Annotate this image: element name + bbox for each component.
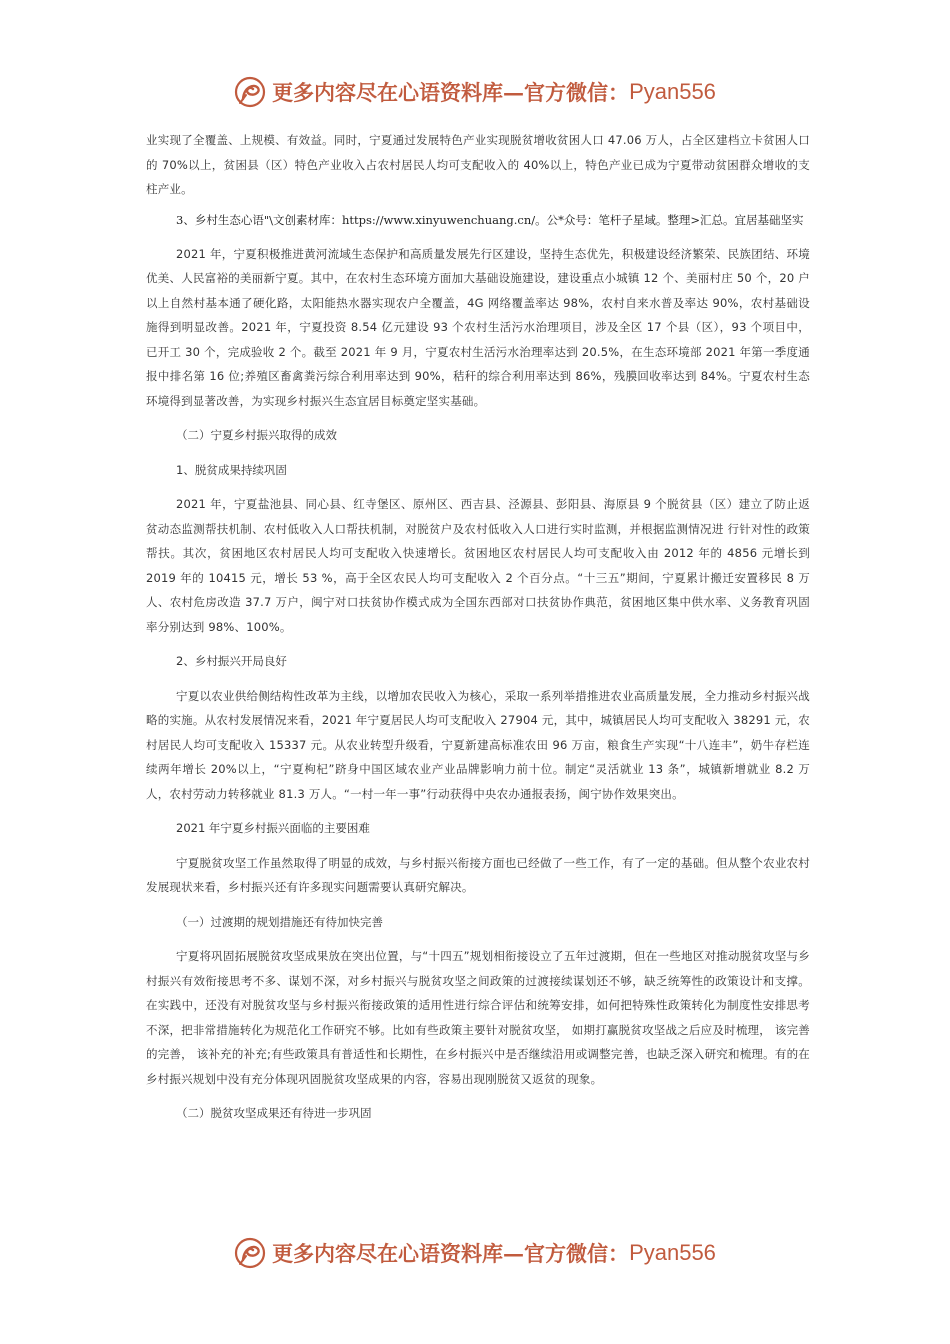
header-watermark-banner — [0, 72, 950, 112]
section-heading: （二）宁夏乡村振兴取得的成效 — [176, 428, 337, 442]
footer-watermark-banner — [0, 1233, 950, 1273]
source-link-line — [146, 212, 810, 228]
banner-text: 更多内容尽在心语资料库—官方微信： — [272, 80, 630, 105]
section-heading: 2021 年宁夏乡村振兴面临的主要困难 — [176, 821, 370, 835]
document-body — [146, 128, 810, 1136]
subsection-heading: 1、脱贫成果持续巩固 — [176, 462, 287, 477]
banner-handle: Pyan556 — [629, 1240, 716, 1265]
banner-handle: Pyan556 — [629, 79, 716, 104]
banner-text: 更多内容尽在心语资料库—官方微信： — [272, 1241, 630, 1266]
section-heading: （二）脱贫攻坚成果还有待进一步巩固 — [176, 1106, 372, 1120]
paragraph: 2021 年，宁夏盐池县、同心县、红寺堡区、原州区、西吉县、泾源县、彭阳县、海原县 9 个脱贫县（区）建立了防止返贫动态监测帮扶机制、农村低收入人口帮扶机制，对脱贫户及农村低收入人口进行实时监测，并根据监测情况进 行针对性的政策帮扶。其次，贫困地区农村居民人均可支配收入快速增长。贫困地区农村居民人均可支配收入由 2012 年的 4856 元增长到 2019 年的 10415 元，增长 53 %，高于全区农民人均可支配收入 2 个百分点。“十三五”期间，宁夏累计搬迁安置移民 8 万人、农村危房改造 37.7 万户，闽宁对口扶贫协作模式成为全国东西部对口扶贫协作典范，贫困地区集中供水率、义务教育巩固率分别达到 98%、100%。 — [146, 497, 810, 634]
paragraph: 3、乡村生态心语"\文创素材库：https://www.xinyuwenchuang.cn/。公*众号：笔杆子星域。整理>汇总。宜居基础坚实 — [176, 212, 804, 227]
paragraph: 宁夏脱贫攻坚工作虽然取得了明显的成效，与乡村振兴衔接方面也已经做了一些工作，有了一定的基础。但从整个农业农村发展现状来看，乡村振兴还有许多现实问题需要认真研究解决。 — [146, 855, 810, 894]
paragraph: 宁夏以农业供给侧结构性改革为主线，以增加农民收入为核心，采取一系列举措推进农业高质量发展，全力推动乡村振兴战略的实施。从农村发展情况来看，2021 年宁夏居民人均可支配收入 27904 元，其中，城镇居民人均可支配收入 38291 元，农村居民人均可支配收入 15337 元。从农业转型升级看，宁夏新建高标准农田 96 万亩，粮食生产实现“十八连丰”，奶牛存栏连续两年增长 20%以上，“宁夏枸杞”跻身中国区域农业产业品牌影响力前十位。制定“灵活就业 13 条”，城镇新增就业 8.2 万人，农村劳动力转移就业 81.3 万人。“一村一年一事”行动获得中央农办通报表扬，闽宁协作效果突出。 — [146, 688, 810, 801]
seal-swirl-logo-icon — [234, 75, 266, 109]
paragraph: 业实现了全覆盖、上规模、有效益。同时，宁夏通过发展特色产业实现脱贫增收贫困人口 47.06 万人，占全区建档立卡贫困人口的 70%以上，贫困县（区）特色产业收入占农村居民人均可支配收入的 40%以上，特色产业已成为宁夏带动贫困群众增收的支柱产业。 — [146, 133, 810, 196]
section-heading: （一）过渡期的规划措施还有待加快完善 — [176, 914, 383, 929]
paragraph: 2021 年，宁夏积极推进黄河流域生态保护和高质量发展先行区建设，坚持生态优先，积极建设经济繁荣、民族团结、环境优美、人民富裕的美丽新宁夏。其中，在农村生态环境方面加大基础设施建设，建设重点小城镇 12 个、美丽村庄 50 个，20 户以上自然村基本通了硬化路，太阳能热水器实现农户全覆盖，4G 网络覆盖率达 98%，农村自来水普及率达 90%，农村基础设施得到明显改善。2021 年，宁夏投资 8.54 亿元建设 93 个农村生活污水治理项目，涉及全区 17 个县（区），93 个项目中，已开工 30 个，完成验收 2 个。截至 2021 年 9 月，宁夏农村生活污水治理率达到 20.5%，在生态环境部 2021 年第一季度通报中排名第 16 位;养殖区畜禽粪污综合利用率达到 90%，秸秆的综合利用率达到 86%，残膜回收率达到 84%。宁夏农村生态环境得到显著改善，为实现乡村振兴生态宜居目标奠定坚实基础。 — [146, 246, 810, 408]
subsection-heading: 2、乡村振兴开局良好 — [176, 654, 287, 668]
paragraph: 宁夏将巩固拓展脱贫攻坚成果放在突出位置，与“十四五”规划相衔接设立了五年过渡期，但在一些地区对推动脱贫攻坚与乡村振兴有效衔接思考不多、谋划不深，对乡村振兴与脱贫攻坚之间政策的过渡接续谋划还不够，缺乏统筹性的政策设计和支撑。在实践中，还没有对脱贫攻坚与乡村振兴衔接政策的适用性进行综合评估和统筹安排，如何把特殊性政策转化为制度性安排思考不深，把非常措施转化为规范化工作研究不够。比如有些政策主要针对脱贫攻坚， 如期打赢脱贫攻坚战之后应及时梳理， 该完善的完善， 该补充的补充;有些政策具有普适性和长期性，在乡村振兴中是否继续沿用或调整完善，也缺乏深入研究和梳理。有的在乡村振兴规划中没有充分体现巩固脱贫攻坚成果的内容，容易出现刚脱贫又返贫的现象。 — [146, 949, 810, 1086]
seal-swirl-logo-icon — [234, 1236, 266, 1270]
